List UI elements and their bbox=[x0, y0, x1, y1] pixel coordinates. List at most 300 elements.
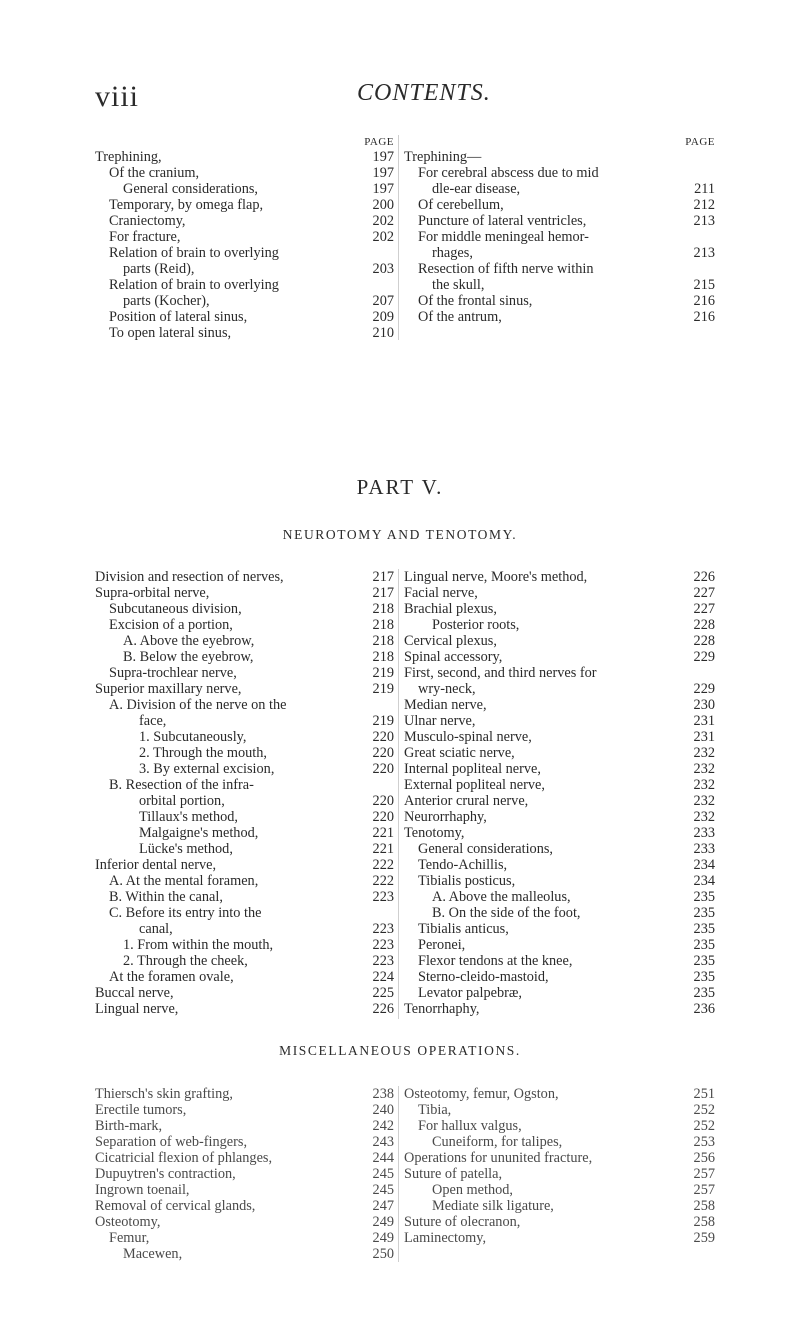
entry-title: Subcutaneous division, bbox=[109, 601, 242, 617]
entry-title: Cuneiform, for talipes, bbox=[432, 1134, 563, 1150]
toc-entry bbox=[404, 873, 715, 889]
entry-page-number: 215 bbox=[693, 277, 715, 293]
entry-page-number: 209 bbox=[372, 309, 394, 325]
toc-entry bbox=[95, 937, 398, 953]
toc-entry bbox=[95, 777, 398, 793]
toc-entry bbox=[95, 809, 398, 825]
toc-entry bbox=[404, 293, 715, 309]
entry-page-number: 232 bbox=[693, 777, 715, 793]
entry-title: A. Above the eyebrow, bbox=[123, 633, 255, 649]
toc-entry bbox=[404, 181, 715, 197]
toc-entry bbox=[95, 889, 398, 905]
entry-title: Suture of patella, bbox=[404, 1166, 503, 1182]
toc-entry bbox=[95, 857, 398, 873]
entry-page-number: 216 bbox=[693, 293, 715, 309]
toc-entry bbox=[95, 1086, 398, 1102]
toc-entry bbox=[95, 277, 398, 293]
entry-page-number: 223 bbox=[372, 889, 394, 905]
toc-entry bbox=[404, 889, 715, 905]
toc-entry bbox=[404, 1086, 715, 1102]
entry-title: Tibia, bbox=[418, 1102, 452, 1118]
entry-title: Thiersch's skin grafting, bbox=[95, 1086, 233, 1102]
entry-title: Supra-orbital nerve, bbox=[95, 585, 210, 601]
entry-page-number: 197 bbox=[372, 165, 394, 181]
toc-entry bbox=[95, 713, 398, 729]
entry-title: Relation of brain to overlying bbox=[109, 277, 279, 293]
entry-page-number: 197 bbox=[372, 149, 394, 165]
toc-entry bbox=[95, 873, 398, 889]
toc-entry bbox=[404, 1150, 715, 1166]
entry-title: Cervical plexus, bbox=[404, 633, 497, 649]
entry-title: Of the cranium, bbox=[109, 165, 200, 181]
toc-entry bbox=[404, 649, 715, 665]
toc-entry bbox=[404, 1134, 715, 1150]
toc-entry bbox=[404, 261, 715, 277]
entry-title: Craniectomy, bbox=[109, 213, 186, 229]
toc-entry bbox=[95, 617, 398, 633]
entry-page-number: 202 bbox=[372, 213, 394, 229]
entry-page-number: 252 bbox=[693, 1118, 715, 1134]
entry-title: Birth-mark, bbox=[95, 1118, 163, 1134]
toc-entry bbox=[404, 681, 715, 697]
entry-page-number: 234 bbox=[693, 873, 715, 889]
entry-page-number: 231 bbox=[693, 713, 715, 729]
toc-entry bbox=[95, 1150, 398, 1166]
toc-entry bbox=[95, 1214, 398, 1230]
entry-title: Posterior roots, bbox=[432, 617, 520, 633]
entry-title: Supra-trochlear nerve, bbox=[109, 665, 237, 681]
toc-entry bbox=[95, 1230, 398, 1246]
toc-entry bbox=[404, 229, 715, 245]
entry-title: Dupuytren's contraction, bbox=[95, 1166, 236, 1182]
entry-title: Tenotomy, bbox=[404, 825, 465, 841]
entry-title: Tendo-Achillis, bbox=[418, 857, 508, 873]
entry-page-number: 211 bbox=[694, 181, 715, 197]
toc-entry bbox=[404, 1182, 715, 1198]
toc-entry bbox=[404, 601, 715, 617]
entry-page-number: 227 bbox=[693, 585, 715, 601]
entry-page-number: 251 bbox=[693, 1086, 715, 1102]
entry-page-number: 226 bbox=[693, 569, 715, 585]
toc-entry bbox=[404, 213, 715, 229]
entry-page-number: 235 bbox=[693, 985, 715, 1001]
toc-entry bbox=[95, 325, 398, 341]
toc-entry bbox=[404, 569, 715, 585]
section-title-miscellaneous: MISCELLANEOUS OPERATIONS. bbox=[279, 1043, 521, 1058]
entry-title: A. Above the malleolus, bbox=[432, 889, 571, 905]
toc-entry bbox=[95, 585, 398, 601]
entry-title: 2. Through the mouth, bbox=[139, 745, 268, 761]
entry-page-number: 222 bbox=[372, 857, 394, 873]
toc-entry bbox=[404, 665, 715, 681]
entry-title: General considerations, bbox=[418, 841, 553, 857]
entry-page-number: 235 bbox=[693, 921, 715, 937]
entry-page-number: 253 bbox=[693, 1134, 715, 1150]
entry-page-number: 242 bbox=[372, 1118, 394, 1134]
entry-title: Suture of olecranon, bbox=[404, 1214, 521, 1230]
miscellaneous-right-column bbox=[404, 1086, 715, 1246]
toc-entry bbox=[95, 969, 398, 985]
entry-title: 3. By external excision, bbox=[139, 761, 275, 777]
toc-entry bbox=[95, 181, 398, 197]
toc-entry bbox=[404, 633, 715, 649]
toc-entry bbox=[404, 585, 715, 601]
entry-page-number: 249 bbox=[372, 1214, 394, 1230]
toc-entry bbox=[404, 937, 715, 953]
toc-entry bbox=[95, 1198, 398, 1214]
entry-title: Of the frontal sinus, bbox=[418, 293, 533, 309]
entry-title: Musculo-spinal nerve, bbox=[404, 729, 532, 745]
entry-title: Sterno-cleido-mastoid, bbox=[418, 969, 549, 985]
entry-title: Internal popliteal nerve, bbox=[404, 761, 541, 777]
toc-entry bbox=[404, 953, 715, 969]
entry-title: Division and resection of nerves, bbox=[95, 569, 284, 585]
entry-page-number: 256 bbox=[693, 1150, 715, 1166]
toc-entry bbox=[95, 293, 398, 309]
toc-entry bbox=[404, 697, 715, 713]
toc-entry bbox=[95, 681, 398, 697]
toc-entry bbox=[95, 985, 398, 1001]
entry-page-number: 219 bbox=[372, 681, 394, 697]
toc-entry bbox=[404, 905, 715, 921]
entry-page-number: 219 bbox=[372, 665, 394, 681]
toc-entry bbox=[95, 825, 398, 841]
toc-entry bbox=[404, 745, 715, 761]
entry-title: wry-neck, bbox=[418, 681, 476, 697]
toc-entry bbox=[95, 1001, 398, 1017]
entry-title: Erectile tumors, bbox=[95, 1102, 187, 1118]
neurotomy-section bbox=[95, 569, 715, 1019]
entry-page-number: 236 bbox=[693, 1001, 715, 1017]
entry-page-number: 207 bbox=[372, 293, 394, 309]
entry-page-number: 221 bbox=[372, 825, 394, 841]
entry-title: Lingual nerve, Moore's method, bbox=[404, 569, 588, 585]
entry-title: Superior maxillary nerve, bbox=[95, 681, 242, 697]
toc-entry bbox=[404, 969, 715, 985]
entry-page-number: 230 bbox=[693, 697, 715, 713]
toc-entry bbox=[404, 277, 715, 293]
toc-entry bbox=[404, 713, 715, 729]
toc-entry bbox=[95, 953, 398, 969]
toc-entry bbox=[95, 1118, 398, 1134]
toc-entry bbox=[404, 1198, 715, 1214]
entry-title: rhages, bbox=[432, 245, 473, 261]
toc-entry bbox=[404, 857, 715, 873]
entry-title: Anterior crural nerve, bbox=[404, 793, 529, 809]
entry-page-number: 232 bbox=[693, 809, 715, 825]
entry-title: Relation of brain to overlying bbox=[109, 245, 279, 261]
toc-entry bbox=[404, 149, 715, 165]
trephining-left-column bbox=[95, 135, 399, 340]
entry-page-number: 249 bbox=[372, 1230, 394, 1246]
entry-title: B. Within the canal, bbox=[109, 889, 223, 905]
entry-page-number: 247 bbox=[372, 1198, 394, 1214]
entry-page-number: 235 bbox=[693, 969, 715, 985]
toc-entry bbox=[404, 165, 715, 181]
entry-page-number: 258 bbox=[693, 1198, 715, 1214]
entry-page-number: 229 bbox=[693, 649, 715, 665]
page-column-header bbox=[404, 135, 715, 149]
entry-title: Macewen, bbox=[123, 1246, 183, 1262]
toc-entry bbox=[95, 761, 398, 777]
entry-title: Flexor tendons at the knee, bbox=[418, 953, 573, 969]
entry-title: the skull, bbox=[432, 277, 485, 293]
entry-page-number: 234 bbox=[693, 857, 715, 873]
entry-title: Operations for ununited fracture, bbox=[404, 1150, 593, 1166]
toc-entry bbox=[404, 1214, 715, 1230]
entry-title: Lingual nerve, bbox=[95, 1001, 179, 1017]
running-title: CONTENTS. bbox=[357, 80, 491, 106]
entry-page-number: 218 bbox=[372, 601, 394, 617]
entry-title: Trephining— bbox=[404, 149, 482, 165]
entry-title: Levator palpebræ, bbox=[418, 985, 523, 1001]
entry-page-number: 223 bbox=[372, 921, 394, 937]
entry-page-number: 218 bbox=[372, 617, 394, 633]
entry-page-number: 224 bbox=[372, 969, 394, 985]
entry-title: Tibialis anticus, bbox=[418, 921, 509, 937]
toc-entry bbox=[95, 569, 398, 585]
entry-page-number: 223 bbox=[372, 937, 394, 953]
entry-title: Removal of cervical glands, bbox=[95, 1198, 256, 1214]
entry-page-number: 222 bbox=[372, 873, 394, 889]
entry-title: For middle meningeal hemor- bbox=[418, 229, 589, 245]
toc-entry bbox=[95, 149, 398, 165]
entry-title: Median nerve, bbox=[404, 697, 487, 713]
entry-page-number: 220 bbox=[372, 809, 394, 825]
entry-title: 2. Through the cheek, bbox=[123, 953, 248, 969]
entry-page-number: 212 bbox=[693, 197, 715, 213]
entry-title: Mediate silk ligature, bbox=[432, 1198, 554, 1214]
entry-title: face, bbox=[139, 713, 167, 729]
entry-title: 1. From within the mouth, bbox=[123, 937, 274, 953]
page-label: PAGE bbox=[685, 136, 715, 148]
entry-title: Open method, bbox=[432, 1182, 513, 1198]
entry-page-number: 220 bbox=[372, 761, 394, 777]
toc-entry bbox=[404, 309, 715, 325]
miscellaneous-section bbox=[95, 1086, 715, 1262]
toc-entry bbox=[404, 825, 715, 841]
entry-title: For hallux valgus, bbox=[418, 1118, 522, 1134]
entry-title: Separation of web-fingers, bbox=[95, 1134, 248, 1150]
toc-entry bbox=[404, 1001, 715, 1017]
toc-entry bbox=[404, 761, 715, 777]
entry-title: dle-ear disease, bbox=[432, 181, 521, 197]
entry-page-number: 218 bbox=[372, 649, 394, 665]
entry-title: Of the antrum, bbox=[418, 309, 502, 325]
entry-title: Inferior dental nerve, bbox=[95, 857, 217, 873]
entry-page-number: 238 bbox=[372, 1086, 394, 1102]
toc-entry bbox=[95, 165, 398, 181]
toc-entry bbox=[95, 197, 398, 213]
toc-entry bbox=[404, 793, 715, 809]
entry-title: Femur, bbox=[109, 1230, 150, 1246]
entry-page-number: 235 bbox=[693, 889, 715, 905]
toc-entry bbox=[95, 633, 398, 649]
neurotomy-right-column bbox=[404, 569, 715, 1017]
entry-title: B. Resection of the infra- bbox=[109, 777, 254, 793]
entry-page-number: 229 bbox=[693, 681, 715, 697]
entry-page-number: 252 bbox=[693, 1102, 715, 1118]
toc-entry bbox=[404, 1230, 715, 1246]
toc-entry bbox=[404, 985, 715, 1001]
toc-entry bbox=[95, 841, 398, 857]
entry-page-number: 245 bbox=[372, 1182, 394, 1198]
toc-entry bbox=[404, 841, 715, 857]
entry-page-number: 232 bbox=[693, 761, 715, 777]
entry-title: Excision of a portion, bbox=[109, 617, 233, 633]
section-title-neurotomy: NEUROTOMY AND TENOTOMY. bbox=[282, 527, 518, 542]
toc-entry bbox=[404, 617, 715, 633]
entry-page-number: 216 bbox=[693, 309, 715, 325]
entry-page-number: 202 bbox=[372, 229, 394, 245]
entry-page-number: 235 bbox=[693, 905, 715, 921]
miscellaneous-left-column bbox=[95, 1086, 399, 1262]
entry-page-number: 220 bbox=[372, 729, 394, 745]
toc-entry bbox=[404, 809, 715, 825]
neurotomy-left-column bbox=[95, 569, 399, 1019]
entry-title: Facial nerve, bbox=[404, 585, 478, 601]
entry-page-number: 232 bbox=[693, 793, 715, 809]
entry-page-number: 233 bbox=[693, 825, 715, 841]
entry-title: Osteotomy, femur, Ogston, bbox=[404, 1086, 559, 1102]
toc-entry bbox=[404, 1102, 715, 1118]
toc-entry bbox=[95, 729, 398, 745]
toc-entry bbox=[95, 905, 398, 921]
entry-page-number: 213 bbox=[693, 213, 715, 229]
entry-page-number: 210 bbox=[372, 325, 394, 341]
entry-title: Peronei, bbox=[418, 937, 466, 953]
entry-title: First, second, and third nerves for bbox=[404, 665, 597, 681]
entry-page-number: 244 bbox=[372, 1150, 394, 1166]
entry-title: For cerebral abscess due to mid bbox=[418, 165, 599, 181]
entry-page-number: 232 bbox=[693, 745, 715, 761]
toc-entry bbox=[404, 729, 715, 745]
toc-entry bbox=[95, 649, 398, 665]
entry-page-number: 235 bbox=[693, 937, 715, 953]
entry-title: Puncture of lateral ventricles, bbox=[418, 213, 587, 229]
entry-page-number: 259 bbox=[693, 1230, 715, 1246]
toc-entry bbox=[404, 777, 715, 793]
toc-entry bbox=[95, 1246, 398, 1262]
entry-title: canal, bbox=[139, 921, 173, 937]
toc-entry bbox=[95, 1182, 398, 1198]
entry-title: Buccal nerve, bbox=[95, 985, 174, 1001]
part-title: PART V. bbox=[356, 475, 444, 499]
trephining-section bbox=[95, 135, 715, 340]
entry-title: orbital portion, bbox=[139, 793, 225, 809]
entry-title: Osteotomy, bbox=[95, 1214, 161, 1230]
entry-title: Neurorrhaphy, bbox=[404, 809, 487, 825]
entry-title: Tibialis posticus, bbox=[418, 873, 516, 889]
entry-title: Spinal accessory, bbox=[404, 649, 503, 665]
entry-title: Tenorrhaphy, bbox=[404, 1001, 480, 1017]
entry-page-number: 220 bbox=[372, 745, 394, 761]
page-column-header bbox=[95, 135, 398, 149]
entry-title: Temporary, by omega flap, bbox=[109, 197, 264, 213]
entry-page-number: 218 bbox=[372, 633, 394, 649]
entry-title: 1. Subcutaneously, bbox=[139, 729, 247, 745]
entry-page-number: 233 bbox=[693, 841, 715, 857]
entry-title: Lücke's method, bbox=[139, 841, 233, 857]
entry-page-number: 217 bbox=[372, 569, 394, 585]
entry-page-number: 258 bbox=[693, 1214, 715, 1230]
running-head bbox=[95, 80, 715, 112]
toc-entry bbox=[95, 309, 398, 325]
entry-page-number: 228 bbox=[693, 633, 715, 649]
entry-title: C. Before its entry into the bbox=[109, 905, 262, 921]
toc-entry bbox=[404, 245, 715, 261]
page-label: PAGE bbox=[364, 136, 394, 148]
entry-title: Ingrown toenail, bbox=[95, 1182, 190, 1198]
entry-title: Ulnar nerve, bbox=[404, 713, 476, 729]
entry-page-number: 203 bbox=[372, 261, 394, 277]
toc-entry bbox=[95, 1134, 398, 1150]
entry-page-number: 197 bbox=[372, 181, 394, 197]
entry-title: Resection of fifth nerve within bbox=[418, 261, 594, 277]
toc-entry bbox=[95, 213, 398, 229]
entry-page-number: 240 bbox=[372, 1102, 394, 1118]
entry-page-number: 226 bbox=[372, 1001, 394, 1017]
toc-entry bbox=[95, 229, 398, 245]
page-folio: viii bbox=[95, 80, 140, 113]
toc-entry bbox=[95, 261, 398, 277]
toc-entry bbox=[95, 697, 398, 713]
toc-entry bbox=[95, 1166, 398, 1182]
entry-title: Cicatricial flexion of phlanges, bbox=[95, 1150, 273, 1166]
entry-title: Tillaux's method, bbox=[139, 809, 238, 825]
entry-page-number: 250 bbox=[372, 1246, 394, 1262]
toc-entry bbox=[404, 921, 715, 937]
toc-entry bbox=[95, 245, 398, 261]
toc-entry bbox=[95, 601, 398, 617]
toc-entry bbox=[404, 197, 715, 213]
entry-title: External popliteal nerve, bbox=[404, 777, 545, 793]
entry-title: A. Division of the nerve on the bbox=[109, 697, 287, 713]
entry-page-number: 213 bbox=[693, 245, 715, 261]
toc-entry bbox=[95, 793, 398, 809]
entry-title: At the foramen ovale, bbox=[109, 969, 234, 985]
entry-title: B. Below the eyebrow, bbox=[123, 649, 254, 665]
toc-entry bbox=[95, 665, 398, 681]
entry-page-number: 243 bbox=[372, 1134, 394, 1150]
entry-title: A. At the mental foramen, bbox=[109, 873, 259, 889]
entry-page-number: 219 bbox=[372, 713, 394, 729]
entry-title: Brachial plexus, bbox=[404, 601, 497, 617]
entry-title: Malgaigne's method, bbox=[139, 825, 259, 841]
entry-title: General considerations, bbox=[123, 181, 258, 197]
entry-page-number: 228 bbox=[693, 617, 715, 633]
entry-title: B. On the side of the foot, bbox=[432, 905, 581, 921]
entry-title: To open lateral sinus, bbox=[109, 325, 232, 341]
entry-page-number: 235 bbox=[693, 953, 715, 969]
toc-entry bbox=[95, 1102, 398, 1118]
entry-page-number: 200 bbox=[372, 197, 394, 213]
entry-page-number: 220 bbox=[372, 793, 394, 809]
toc-entry bbox=[95, 921, 398, 937]
entry-page-number: 225 bbox=[372, 985, 394, 1001]
entry-page-number: 257 bbox=[693, 1166, 715, 1182]
entry-page-number: 217 bbox=[372, 585, 394, 601]
entry-title: Position of lateral sinus, bbox=[109, 309, 248, 325]
entry-title: Trephining, bbox=[95, 149, 162, 165]
entry-page-number: 221 bbox=[372, 841, 394, 857]
entry-page-number: 223 bbox=[372, 953, 394, 969]
toc-entry bbox=[404, 1118, 715, 1134]
entry-title: Of cerebellum, bbox=[418, 197, 504, 213]
toc-entry bbox=[95, 745, 398, 761]
entry-title: For fracture, bbox=[109, 229, 181, 245]
entry-page-number: 245 bbox=[372, 1166, 394, 1182]
